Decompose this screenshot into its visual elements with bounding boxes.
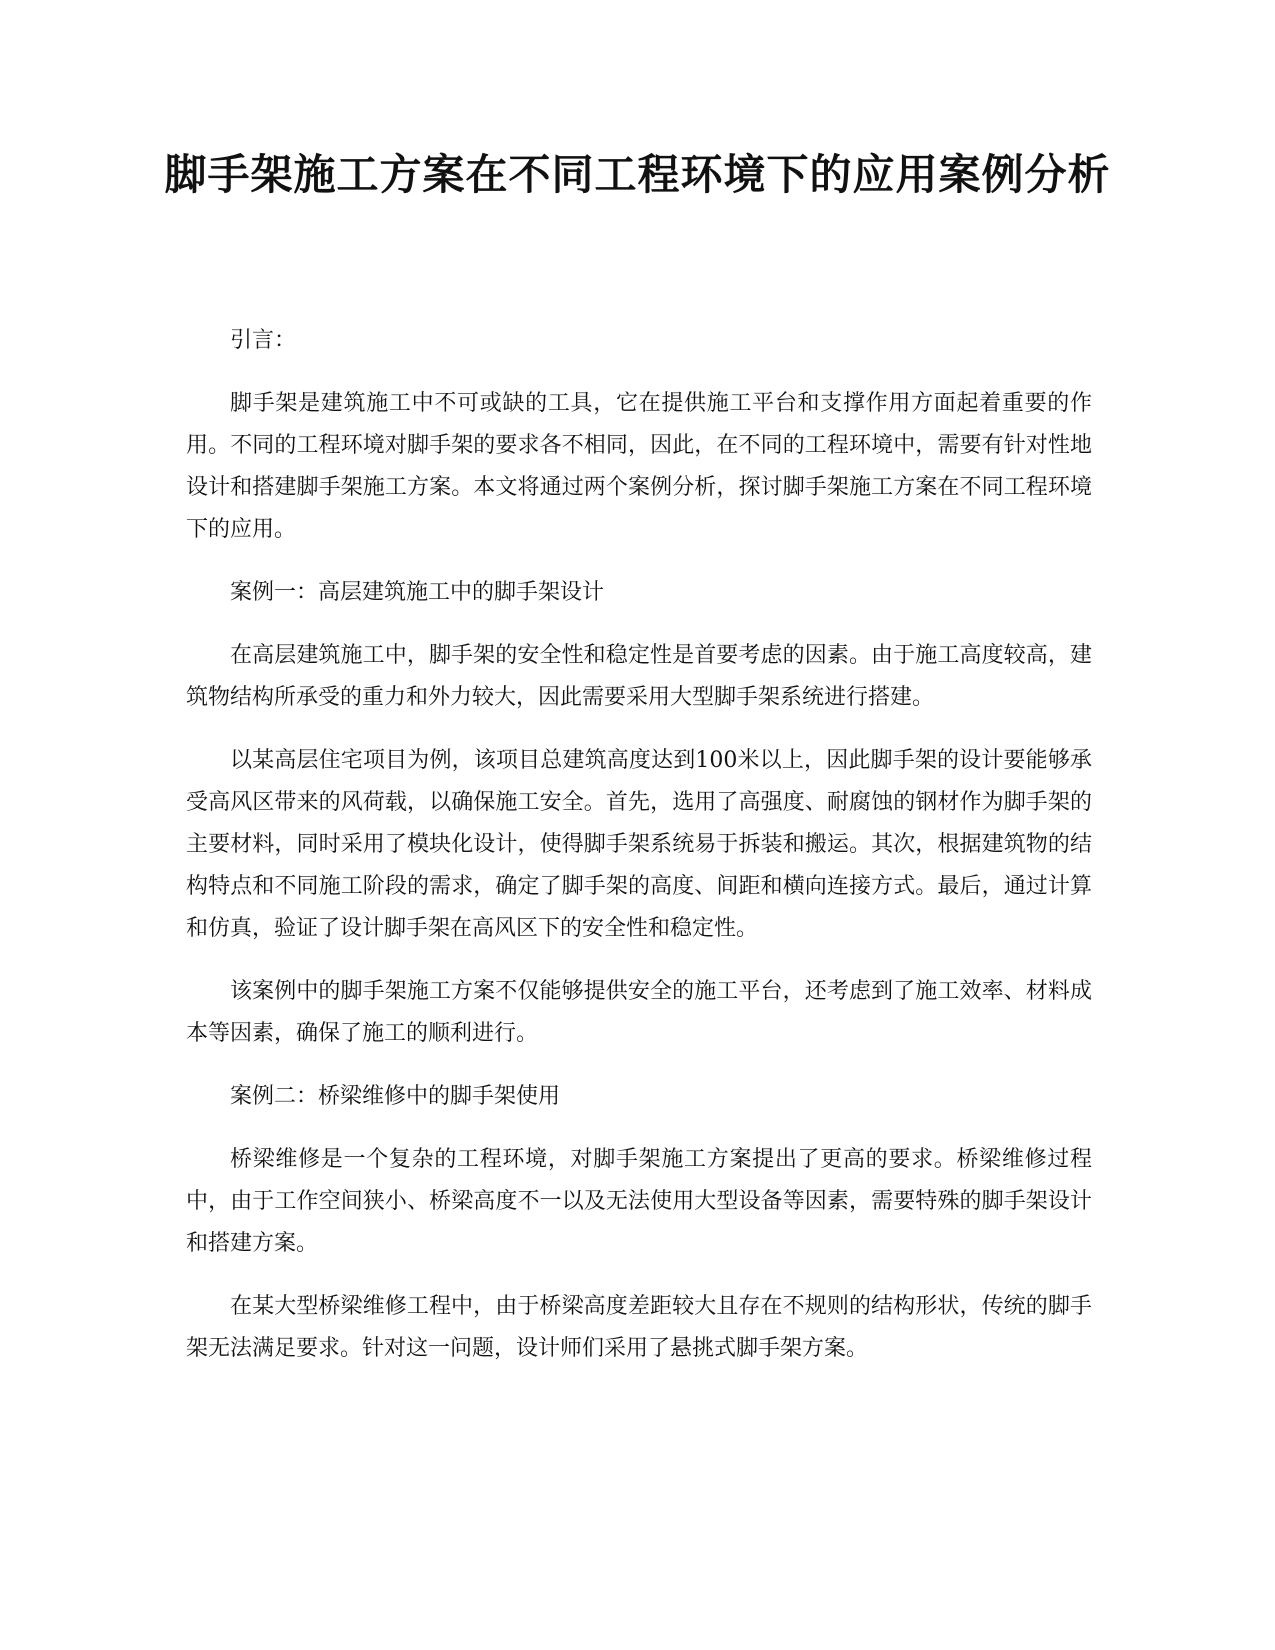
case1-paragraph: 该案例中的脚手架施工方案不仅能够提供安全的施工平台，还考虑到了施工效率、材料成本等因素，确保了施工的顺利进行。 xyxy=(186,979,1092,1046)
document-body xyxy=(186,320,1092,1391)
intro-paragraph: 脚手架是建筑施工中不可或缺的工具，它在提供施工平台和支撑作用方面起着重要的作用。不同的工程环境对脚手架的要求各不相同，因此，在不同的工程环境中，需要有针对性地设计和搭建脚手架施工方案。本文将通过两个案例分析，探讨脚手架施工方案在不同工程环境下的应用。 xyxy=(186,391,1092,542)
case1-paragraph: 以某高层住宅项目为例，该项目总建筑高度达到100米以上，因此脚手架的设计要能够承受高风区带来的风荷载，以确保施工安全。首先，选用了高强度、耐腐蚀的钢材作为脚手架的主要材料，同时采用了模块化设计，使得脚手架系统易于拆装和搬运。其次，根据建筑物的结构特点和不同施工阶段的需求，确定了脚手架的高度、间距和横向连接方式。最后，通过计算和仿真，验证了设计脚手架在高风区下的安全性和稳定性。 xyxy=(186,748,1092,941)
case2-heading: 案例二：桥梁维修中的脚手架使用 xyxy=(230,1084,561,1109)
intro-label: 引言： xyxy=(230,328,297,353)
document-title: 脚手架施工方案在不同工程环境下的应用案例分析 xyxy=(164,150,1111,199)
case2-paragraph: 在某大型桥梁维修工程中，由于桥梁高度差距较大且存在不规则的结构形状，传统的脚手架无法满足要求。针对这一问题，设计师们采用了悬挑式脚手架方案。 xyxy=(186,1294,1092,1361)
case2-paragraph: 桥梁维修是一个复杂的工程环境，对脚手架施工方案提出了更高的要求。桥梁维修过程中，由于工作空间狭小、桥梁高度不一以及无法使用大型设备等因素，需要特殊的脚手架设计和搭建方案。 xyxy=(186,1147,1092,1256)
case1-paragraph: 在高层建筑施工中，脚手架的安全性和稳定性是首要考虑的因素。由于施工高度较高，建筑物结构所承受的重力和外力较大，因此需要采用大型脚手架系统进行搭建。 xyxy=(186,643,1092,710)
case1-heading: 案例一：高层建筑施工中的脚手架设计 xyxy=(230,580,605,605)
